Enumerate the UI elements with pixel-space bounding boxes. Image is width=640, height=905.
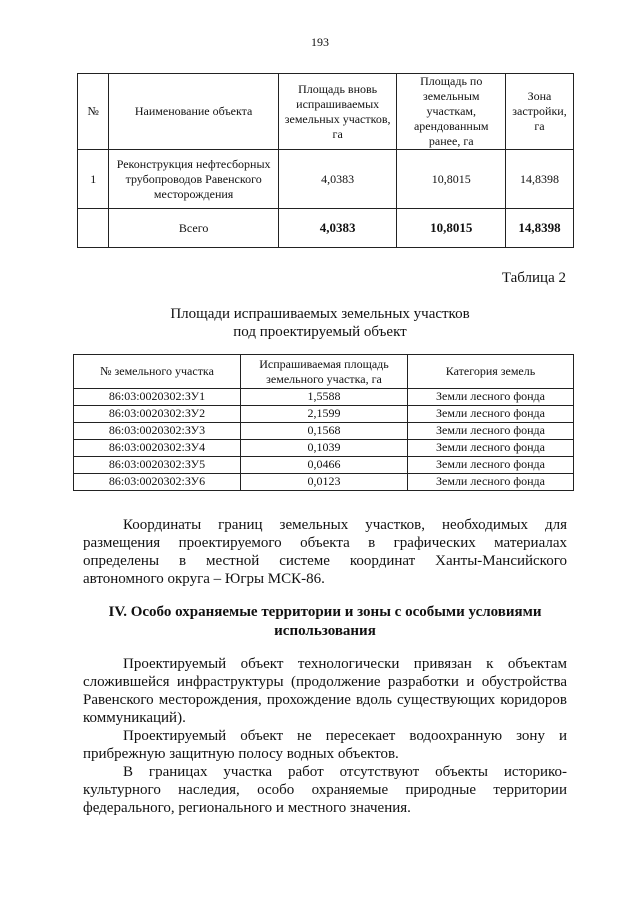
header-building-zone: Зона застройки, га (506, 74, 574, 150)
table-row (74, 406, 574, 423)
header-object-name: Наименование объекта (109, 74, 278, 150)
cell: 0,1039 (241, 440, 408, 457)
paragraph-text: Проектируемый объект не пересекает водоохранную зону и прибрежную защитную полосу водных объектов. (83, 728, 567, 762)
cell: 86:03:0020302:ЗУ1 (74, 389, 241, 406)
cell: 10,8015 (397, 150, 506, 209)
header-requested-area: Испрашиваемая площадь земельного участка, га (241, 355, 408, 389)
cell (78, 209, 109, 248)
table-row (74, 440, 574, 457)
paragraph-text: В границах участка работ отсутствуют объекты историко-культурного наследия, особо охраняемые природные территории федерального, регионального и местного значения. (83, 764, 567, 816)
header-new-area: Площадь вновь испрашиваемых земельных участков, га (278, 74, 397, 150)
cell: 0,1568 (241, 423, 408, 440)
table-label: Таблица 2 (501, 270, 566, 286)
land-plots-table (73, 354, 574, 491)
cell: 2,1599 (241, 406, 408, 423)
table-title-line: под проектируемый объект (233, 324, 407, 340)
cell: 86:03:0020302:ЗУ6 (74, 474, 241, 491)
table-row (74, 457, 574, 474)
paragraph-text: Координаты границ земельных участков, необходимых для размещения проектируемого объекта в графических материалах определены в местной системе координат Ханты-Мансийского автономного округа – Югры МСК-86. (83, 517, 567, 587)
cell: 0,0123 (241, 474, 408, 491)
cell: 14,8398 (506, 150, 574, 209)
header-leased-area: Площадь по земельным участкам, арендованным ранее, га (397, 74, 506, 150)
section-heading: IV. Особо охраняемые территории и зоны с особыми условиями использования (108, 604, 542, 639)
header-number: № (78, 74, 109, 150)
page-number: 193 (311, 35, 329, 49)
total-value: 4,0383 (278, 209, 397, 248)
paragraph (83, 763, 567, 817)
table-title-line: Площади испрашиваемых земельных участков (170, 306, 470, 322)
total-value: 14,8398 (506, 209, 574, 248)
table-header-row (74, 355, 574, 389)
table-header-row (78, 74, 574, 150)
header-land-category: Категория земель (408, 355, 574, 389)
table-title (0, 305, 640, 341)
cell: 0,0466 (241, 457, 408, 474)
cell: 86:03:0020302:ЗУ5 (74, 457, 241, 474)
objects-table (77, 73, 574, 248)
table-row (74, 474, 574, 491)
cell: 86:03:0020302:ЗУ4 (74, 440, 241, 457)
paragraph (83, 727, 567, 763)
header-plot-number: № земельного участка (74, 355, 241, 389)
cell: 86:03:0020302:ЗУ2 (74, 406, 241, 423)
cell: Земли лесного фонда (408, 474, 574, 491)
paragraph-coordinates (83, 516, 567, 588)
cell: Земли лесного фонда (408, 423, 574, 440)
cell: Реконструкция нефтесборных трубопроводов Равенского месторождения (109, 150, 278, 209)
cell: 1,5588 (241, 389, 408, 406)
paragraph-text: Проектируемый объект технологически привязан к объектам сложившейся инфраструктуры (продолжение разработки и обустройства Равенского месторождения, прохождение вдоль существующих коридоров коммуникаций). (83, 656, 567, 726)
cell: 86:03:0020302:ЗУ3 (74, 423, 241, 440)
cell: 4,0383 (278, 150, 397, 209)
table-row (74, 389, 574, 406)
cell: Земли лесного фонда (408, 457, 574, 474)
total-label: Всего (109, 209, 278, 248)
cell: Земли лесного фонда (408, 440, 574, 457)
cell: Земли лесного фонда (408, 406, 574, 423)
cell: Земли лесного фонда (408, 389, 574, 406)
total-row (78, 209, 574, 248)
total-value: 10,8015 (397, 209, 506, 248)
table-row (74, 423, 574, 440)
cell: 1 (78, 150, 109, 209)
table-row (78, 150, 574, 209)
paragraph (83, 655, 567, 727)
